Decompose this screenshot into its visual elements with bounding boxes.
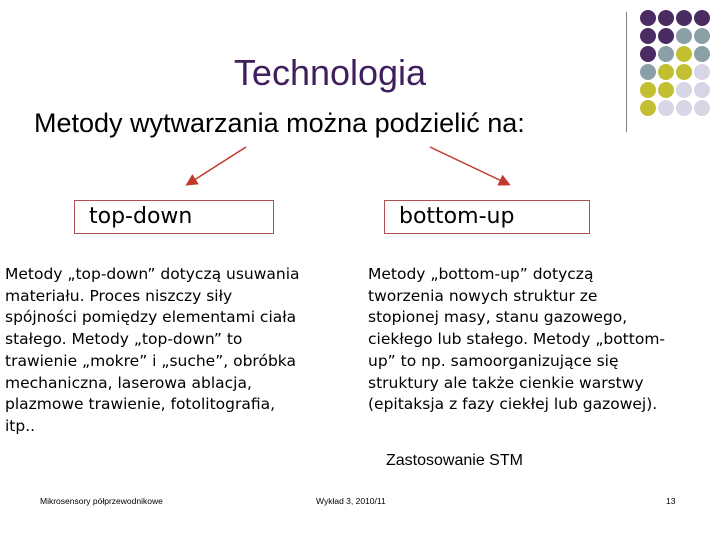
decorative-dot <box>640 28 656 44</box>
decorative-dot <box>658 28 674 44</box>
decorative-dot <box>658 46 674 62</box>
decorative-dot <box>658 100 674 116</box>
decorative-dot <box>676 82 692 98</box>
decorative-dot <box>694 64 710 80</box>
bottom-up-box: bottom-up <box>384 200 590 234</box>
decorative-dot <box>658 10 674 26</box>
decorative-dot <box>694 28 710 44</box>
decorative-dot <box>694 82 710 98</box>
slide-title: Technologia <box>233 52 427 93</box>
decorative-dot <box>640 10 656 26</box>
arrow-left-icon <box>188 147 246 184</box>
arrow-right-icon <box>430 147 508 184</box>
decorative-dot <box>676 46 692 62</box>
top-down-description: Metody „top-down” dotyczą usuwania materiału. Proces niszczy siły spójności pomiędzy elementami ciała stałego. Metody „top-down” to trawienie „mokre” i „suche”, obróbka mechaniczna, laserowa ablacja, plazmowe trawienie, fotolitografia, itp.. <box>5 265 300 435</box>
stm-note: Zastosowanie STM <box>386 452 523 469</box>
decorative-dot <box>694 100 710 116</box>
top-down-box: top-down <box>74 200 274 234</box>
decorative-dot <box>640 100 656 116</box>
page-number: 13 <box>666 496 676 506</box>
decorative-dot <box>658 64 674 80</box>
decorative-dot <box>694 10 710 26</box>
footer-course: Mikrosensory półprzewodnikowe <box>40 496 163 506</box>
bottom-up-description: Metody „bottom-up” dotyczą tworzenia nowych struktur ze stopionej masy, stanu gazowego, ciekłego lub stałego. Metody „bottom- up” to np. samoorganizujące się struktury ale także cienkie warstwy (epitaksja z fazy ciekłej lub gazowej). <box>368 265 666 414</box>
slide-subtitle: Metody wytwarzania można podzielić na: <box>34 108 525 138</box>
decorative-dot-grid <box>622 10 720 120</box>
decorative-dot <box>640 82 656 98</box>
decorative-dot <box>694 46 710 62</box>
decorative-dot <box>640 64 656 80</box>
decorative-dot <box>676 10 692 26</box>
decorative-dot <box>640 46 656 62</box>
decorative-dot <box>676 64 692 80</box>
decorative-dot <box>676 100 692 116</box>
footer-lecture: Wykład 3, 2010/11 <box>316 496 386 506</box>
decorative-dot <box>676 28 692 44</box>
decorative-dot <box>658 82 674 98</box>
